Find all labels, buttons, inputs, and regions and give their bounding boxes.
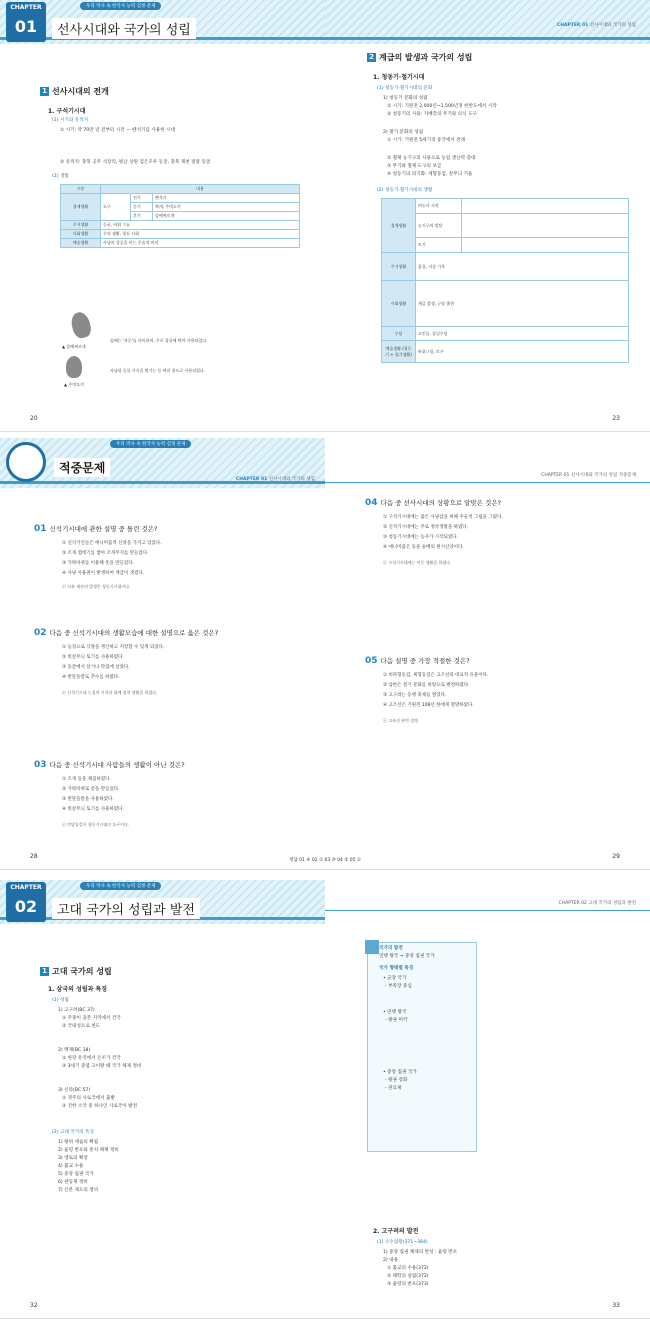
text-line: 2) 백제(BC 18) [58, 1048, 91, 1053]
option[interactable]: ④ 빗살무늬 토기를 사용하였다. [62, 807, 124, 812]
page-number: 33 [612, 1302, 620, 1309]
box-line: 국가의 발전 [379, 946, 403, 951]
section-heading: 2 계급의 발생과 국가의 성립 [367, 52, 472, 63]
text-line: 3) 영토의 확장 [58, 1156, 88, 1161]
option[interactable]: ② 조개 껍데기를 쌓아 조개무지를 만들었다. [62, 551, 149, 556]
spread-1 [0, 0, 650, 432]
option[interactable]: ④ 사냥 사용권이 발생하여 계급이 생겼다. [62, 571, 145, 576]
question-05: 05 다음 설명 중 가장 적절한 것은? [365, 656, 470, 666]
explanation: ⓔ 신석기시대 농경의 시작과 함께 정착 생활을 하였다. [62, 690, 158, 695]
subsection-heading: 2. 고구려의 발전 [373, 1228, 419, 1235]
image-caption: ▲ 주먹도끼 [64, 382, 84, 387]
text-line: 1) 청동기 문화의 성립 [383, 96, 428, 101]
box-line: 연맹 왕국 → 중앙 집권 국가 [379, 954, 435, 959]
option[interactable]: ③ 반달돌칼을 사용하였다. [62, 797, 114, 802]
text-line: 2) 내용 [383, 1258, 399, 1263]
option[interactable]: ④ 애니미즘은 동물 숭배의 원시신앙이다. [383, 545, 464, 550]
question-04: 04 다음 중 선사시대의 상황으로 알맞은 것은? [365, 498, 502, 508]
page-32 [0, 880, 325, 1319]
answer-key: 정답 01 ④ 02 ① 03 ③ 04 ② 05 ① [289, 858, 361, 863]
item-heading: (2) 청동기·철기시대의 생활 [377, 188, 433, 193]
option[interactable]: ③ 청동기시대에는 농사가 시작되었다. [383, 535, 458, 540]
box-line: 국가 형태별 특징 [379, 966, 414, 971]
summary-tag [365, 940, 379, 954]
text-line: ① 시기: 약 70만 년 전부터 시작 — 뗀석기를 사용한 시대 [60, 128, 176, 133]
box-line: - 부족장 중심 [385, 984, 412, 989]
image-caption: ▲ 슴베찌르개 [62, 344, 86, 349]
option[interactable]: ③ 동굴에서 살거나 막집에 살았다. [62, 665, 130, 670]
running-head: CHAPTER 01 선사시대와 국가의 성립 적중문제 [541, 473, 636, 478]
page-number: 28 [30, 853, 38, 860]
hand-axe-image [66, 356, 82, 378]
top-banner: 우리 역사 속 한국사 능력 검정 문제 [110, 440, 191, 448]
page-33 [325, 880, 650, 1319]
question-02: 02 다음 중 신석기시대의 생활모습에 대한 설명으로 옳은 것은? [34, 628, 219, 638]
top-banner: 우리 역사 속 한국사 능력 검정 문제 [80, 882, 161, 890]
text-line: ① 불교의 수용(372) [387, 1266, 429, 1271]
explanation: ⓔ 구석기시대에는 이동 생활을 하였다. [383, 560, 452, 565]
top-banner: 우리 역사 속 한국사 능력 검정 문제 [80, 2, 161, 10]
text-line: ② 3세기 중엽 고이왕 때 국가 체제 정비 [62, 1064, 142, 1069]
item-heading: (1) 시기와 유적지 [52, 118, 89, 123]
box-line: - 관료제 [385, 1086, 402, 1091]
option[interactable]: ④ 고조선은 기원전 108년 한에게 멸망하였다. [383, 703, 474, 708]
text-line: 6) 관등제 정비 [58, 1180, 88, 1185]
subsection-heading: 1. 구석기시대 [48, 108, 86, 115]
item-heading: (1) 소수림왕(371~384) [377, 1240, 428, 1245]
bronze-iron-table: 경제생활 벼농사 시작 농기구의 발달 토기 주거생활 움집, 지상 가옥 사회생활 계급 발생, 군장 출현 무덤 고인돌, 돌널무덤 예술생활 (청동기 + 철기생활) 바위그림, 토우 [381, 198, 629, 363]
box-line: • 중앙 집권 국가 [383, 1070, 417, 1075]
page-number: 23 [612, 415, 620, 422]
chapter-title: 고대 국가의 성립과 발전 [52, 898, 200, 919]
text-line: 1) 고구려(BC 37) [58, 1008, 95, 1013]
box-line: - 왕권 강화 [385, 1078, 408, 1083]
page-number: 29 [612, 853, 620, 860]
text-line: 4) 불교 수용 [58, 1164, 84, 1169]
box-line: • 연맹 왕국 [383, 1010, 407, 1015]
text-line: ③ 율령의 반포(373) [387, 1282, 429, 1287]
spread-3 [0, 880, 650, 1319]
option[interactable]: ① 조개 등을 채집하였다. [62, 777, 111, 782]
page-20 [0, 0, 325, 432]
option[interactable]: ① 비파형동검, 세형동검은 고조선의 대표적 유물이다. [383, 673, 489, 678]
box-line: - 왕권 미약 [385, 1018, 408, 1023]
item-heading: (1) 성립 [52, 998, 69, 1003]
option[interactable]: ② 삼한은 철기 문화를 바탕으로 발전하였다. [383, 683, 470, 688]
option[interactable]: ② 신석기시대에는 주로 정착생활을 하였다. [383, 525, 469, 530]
text-line: ③ 무기와 철제 도구의 보급 [387, 164, 442, 169]
item-heading: (2) 고대 국가의 특징 [52, 1130, 94, 1135]
explanation: ⓔ 사유 재산의 발생은 청동기시대이다. [62, 584, 131, 589]
image-description: 슴베는 '자루'를 의미하며, 주로 창끝에 박아 사용되었다. [110, 338, 208, 343]
subsection-heading: 1. 청동기·철기시대 [373, 74, 425, 81]
text-line: ④ 청동기의 의기화: 세형동검, 잔무늬 거울 [387, 172, 473, 177]
box-line: • 군장 국가 [383, 976, 407, 981]
option[interactable]: ③ 고구려는 동맹 축제를 열었다. [383, 693, 447, 698]
option[interactable]: ② 가락바퀴로 옷을 만들었다. [62, 787, 120, 792]
target-icon [6, 442, 46, 482]
running-head: CHAPTER 01 선사시대와 국가의 성립 [235, 477, 315, 482]
page-28 [0, 438, 325, 870]
text-line: 2) 철기 문화의 성립 [383, 130, 424, 135]
text-line: ① 한강 유역에서 온조가 건국 [62, 1056, 121, 1061]
text-line: 7) 신분 제도의 정비 [58, 1188, 99, 1193]
text-line: ② 태학의 설립(372) [387, 1274, 429, 1279]
section-heading: 1 선사시대의 전개 [40, 86, 109, 97]
question-03: 03 다음 중 신석기시대 사람들의 생활이 아닌 것은? [34, 760, 185, 770]
option[interactable]: ① 구석기시대에는 많은 사냥감을 위해 주술적 그림을 그렸다. [383, 515, 503, 520]
option[interactable]: ① 신석기인들은 애니미즘적 신앙을 가지고 있었다. [62, 541, 162, 546]
item-heading: (1) 청동기·철기시대의 문화 [377, 86, 433, 91]
subsection-heading: 1. 삼국의 성립과 특징 [48, 986, 108, 993]
running-head: CHAPTER 02 고대 국가의 성립과 발전 [558, 901, 636, 906]
option[interactable]: ③ 가락바퀴를 이용해 옷을 만들었다. [62, 561, 135, 566]
text-line: ② 철제 농기구의 사용으로 농업 생산력 증대 [387, 156, 476, 161]
page-29 [325, 438, 650, 870]
image-description: 사냥과 동물 가죽을 벗기는 등 여러 용도로 사용되었다. [110, 368, 206, 373]
option[interactable]: ① 농경으로 식량을 생산하고 저장할 수 있게 되었다. [62, 645, 165, 650]
text-line: ② 청동기의 사용: 지배층의 무기와 의식 도구 [387, 112, 477, 117]
chapter-badge: CHAPTER 01 [6, 2, 46, 42]
item-heading: (2) 생활 [52, 174, 69, 179]
explanation: ⓔ 반달돌칼은 청동기시대의 도구이다. [62, 822, 130, 827]
text-line: ① 경주의 사로국에서 출발 [62, 1096, 115, 1101]
chapter-badge: CHAPTER 02 [6, 882, 46, 922]
text-line: 1) 중앙 집권 체제의 완성 : 율령 반포 [383, 1250, 458, 1255]
text-line: 5) 중앙 집권 국가 [58, 1172, 94, 1177]
text-line: ② 유적지: 충북 공주 석장리, 평남 상원 검은모루 동굴, 충북 제천 점말 동굴 [60, 160, 211, 165]
text-line: ① 시기: 기원전 2,000년~1,500년경 한반도에서 시작 [387, 104, 497, 109]
section-heading: 1 고대 국가의 성립 [40, 966, 112, 977]
page-23 [325, 0, 650, 432]
page-title: 적중문제 [54, 458, 110, 477]
text-line: ① 주몽이 졸본 지역에서 건국 [62, 1016, 121, 1021]
text-line: 2) 율령 반포와 통치 체제 정비 [58, 1148, 119, 1153]
summary-box [367, 942, 477, 1152]
chapter-title: 선사시대와 국가의 성립 [52, 18, 196, 39]
question-01: 01 신석기시대에 관한 설명 중 틀린 것은? [34, 524, 158, 534]
text-line: 1) 왕위 세습의 확립 [58, 1140, 99, 1145]
text-line: ② 국내성으로 천도 [62, 1024, 101, 1029]
text-line: 3) 신라(BC 57) [58, 1088, 91, 1093]
page-number: 32 [30, 1302, 38, 1309]
text-line: ① 시기: 기원전 5세기경 중국에서 전래 [387, 138, 466, 143]
spread-2 [0, 438, 650, 870]
life-table: 구분 내용 경제생활 도구 전기 뗀석기 중기 찍개, 주먹도끼 후기 슴베찌르개 주거생활 동굴, 바위 그늘 사회생활 무리 생활, 평등 사회 예술생활 사냥의 성공을 비는 주술적 의미 [60, 184, 300, 248]
explanation: ⓔ 고조선 관련 설명 [383, 718, 418, 723]
running-head: CHAPTER 01 선사시대와 국가의 성립 [556, 23, 636, 28]
stone-tool-image [69, 310, 93, 340]
option[interactable]: ② 빗살무늬 토기를 사용하였다. [62, 655, 124, 660]
page-number: 20 [30, 415, 38, 422]
text-line: ② 진한 소국 중 하나인 사로국이 발전 [62, 1104, 138, 1109]
option[interactable]: ④ 반달돌칼로 추수를 하였다. [62, 675, 120, 680]
